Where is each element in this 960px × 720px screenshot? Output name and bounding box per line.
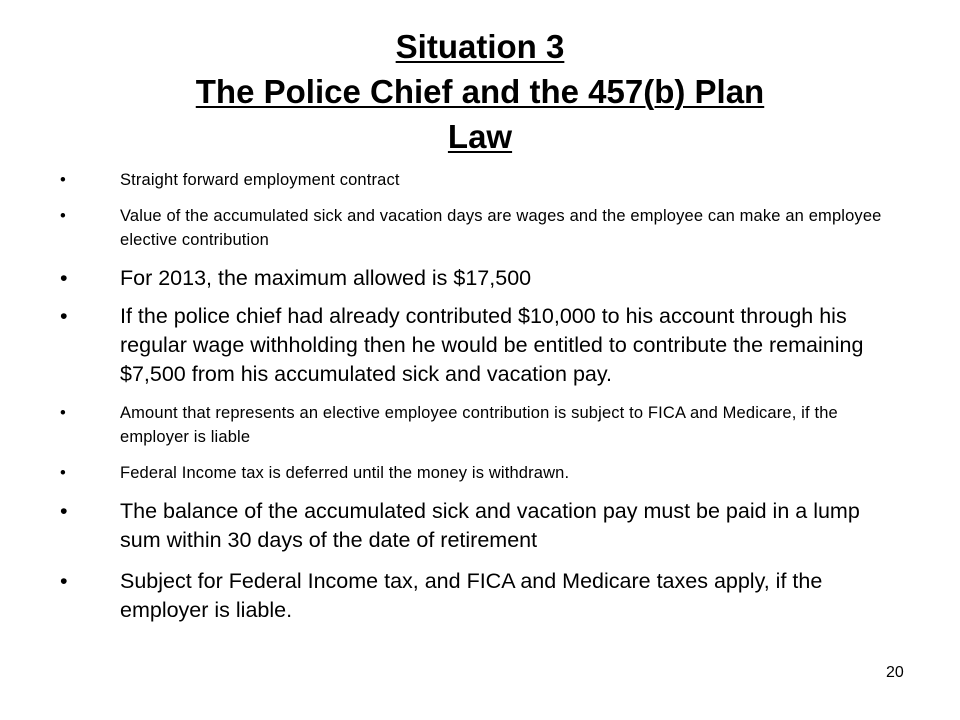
bullet-text: For 2013, the maximum allowed is $17,500 xyxy=(120,266,532,290)
bullet-item xyxy=(60,401,890,449)
bullet-marker: • xyxy=(60,266,68,290)
bullet-item xyxy=(60,302,890,389)
bullet-text: Value of the accumulated sick and vacation days are wages and the employee can make an employee elective contribution xyxy=(120,207,882,249)
page-number: 20 xyxy=(886,664,904,681)
bullet-marker: • xyxy=(60,404,66,422)
bullet-text: The balance of the accumulated sick and vacation pay must be paid in a lump sum within 30 days of the date of retirement xyxy=(120,499,860,552)
title-line-3: Law xyxy=(447,118,513,155)
bullet-text: If the police chief had already contributed $10,000 to his account through his regular wage withholding then he would be entitled to contribute the remaining $7,500 from his accumulated sick and vacation pay. xyxy=(120,304,864,386)
bullet-text: Straight forward employment contract xyxy=(120,171,400,189)
bullet-item xyxy=(60,204,890,252)
bullet-text: Subject for Federal Income tax, and FICA and Medicare taxes apply, if the employer is liable. xyxy=(120,569,823,622)
bullet-item xyxy=(60,497,890,555)
slide-title xyxy=(90,24,870,159)
bullet-text: Federal Income tax is deferred until the money is withdrawn. xyxy=(120,464,570,482)
bullet-marker: • xyxy=(60,464,66,482)
bullet-item xyxy=(60,567,890,625)
bullet-marker: • xyxy=(60,499,68,523)
bullet-item xyxy=(60,264,890,293)
bullet-marker: • xyxy=(60,171,66,189)
bullet-marker: • xyxy=(60,207,66,225)
bullet-item xyxy=(60,461,890,485)
bullet-item xyxy=(60,168,890,192)
bullet-text: Amount that represents an elective employee contribution is subject to FICA and Medicare, if the employer is liable xyxy=(120,404,838,446)
title-line-1: Situation 3 xyxy=(395,28,565,65)
title-line-2: The Police Chief and the 457(b) Plan xyxy=(195,73,765,110)
bullet-marker: • xyxy=(60,569,68,593)
bullet-list xyxy=(60,168,890,625)
bullet-marker: • xyxy=(60,304,68,328)
